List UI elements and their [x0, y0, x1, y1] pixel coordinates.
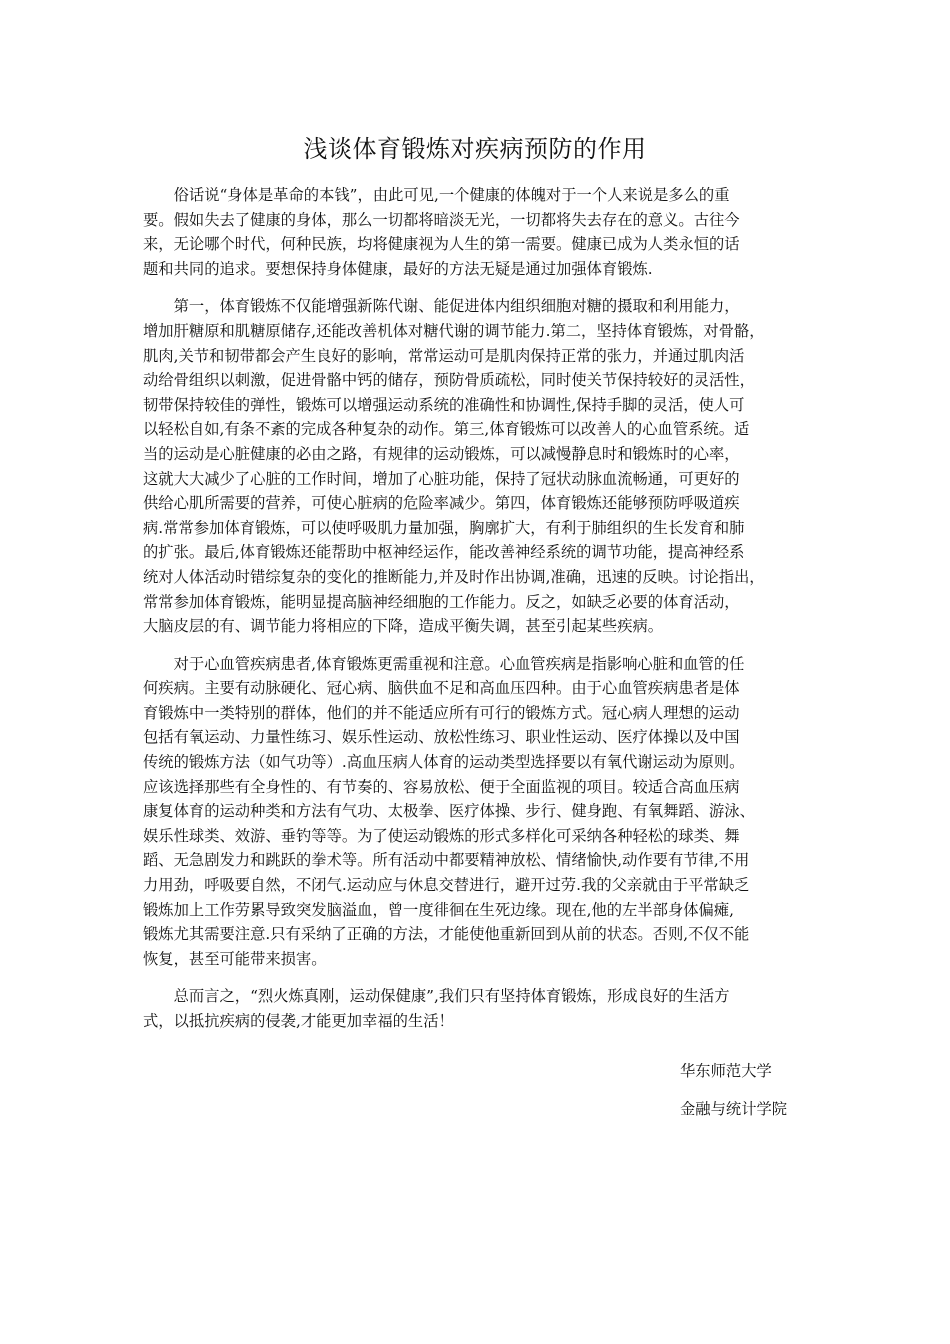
paragraph-line: 动给骨组织以刺激，促进骨骼中钙的储存，预防骨质疏松，同时使关节保持较好的灵活性， — [143, 371, 755, 390]
paragraph-line: 力用劲，呼吸要自然，不闭气.运动应与休息交替进行，避开过劳.我的父亲就由于平常缺乏 — [143, 876, 750, 895]
paragraph-line: 供给心肌所需要的营养，可使心脏病的危险率减少。第四，体育锻炼还能够预防呼吸道疾 — [143, 494, 740, 513]
paragraph-line: 应该选择那些有全身性的、有节奏的、容易放松、便于全面监视的项目。较适合高血压病 — [143, 777, 740, 796]
paragraph-line: 娱乐性球类、效游、垂钓等等。为了使运动锻炼的形式多样化可采纳各种轻松的球类、舞 — [143, 826, 740, 845]
paragraph-line: 恢复，甚至可能带来损害。 — [143, 949, 327, 968]
paragraph-line: 大脑皮层的有、调节能力将相应的下降，造成平衡失调，甚至引起某些疾病。 — [143, 617, 664, 636]
paragraph-line: 韧带保持较佳的弹性，锻炼可以增强运动系统的准确性和协调性,保持手脚的灵活，使人可 — [143, 395, 745, 414]
paragraph-line: 蹈、无急剧发力和跳跃的拳术等。所有活动中都要精神放松、情绪愉快,动作要有节律,不用 — [143, 851, 750, 870]
paragraph-line: 育锻炼中一类特别的群体，他们的并不能适应所有可行的锻炼方式。冠心病人理想的运动 — [143, 703, 740, 722]
paragraph-line: 要。假如失去了健康的身体，那么一切都将暗淡无光，一切都将失去存在的意义。古往今 — [143, 210, 740, 229]
paragraph-line: 式，以抵抗疾病的侵袭,才能更加幸福的生活！ — [143, 1012, 454, 1030]
signature-university: 华东师范大学 — [680, 1062, 772, 1080]
paragraph-line: 康复体育的运动种类和方法有气功、太极拳、医疗体操、步行、健身跑、有氧舞蹈、游泳、 — [143, 802, 755, 821]
paragraph-line: 统对人体活动时错综复杂的变化的推断能力,并及时作出协调,准确，迅速的反映。讨论指出， — [143, 567, 765, 586]
paragraph-line: 增加肝糖原和肌糖原储存,还能改善机体对糖代谢的调节能力.第二，坚持体育锻炼，对骨骼， — [143, 321, 765, 340]
paragraph-line: 总而言之，“烈火炼真刚，运动保健康”,我们只有坚持体育锻炼，形成良好的生活方 — [143, 987, 730, 1006]
paragraph — [143, 294, 809, 638]
signature-college: 金融与统计学院 — [680, 1100, 788, 1118]
paragraph — [143, 652, 809, 972]
paragraph-line: 包括有氧运动、力量性练习、娱乐性运动、放松性练习、职业性运动、医疗体操以及中国 — [143, 728, 740, 747]
paragraph-line: 传统的锻炼方法（如气功等）.高血压病人体育的运动类型选择要以有氧代谢运动为原则。 — [143, 753, 745, 772]
paragraph — [143, 183, 809, 281]
paragraph-line: 这就大大减少了心脏的工作时间，增加了心脏功能，保持了冠状动脉血流畅通，可更好的 — [143, 469, 740, 488]
paragraph-line: 何疾病。主要有动脉硬化、冠心病、脑供血不足和高血压四种。由于心血管疾病患者是体 — [143, 679, 740, 698]
paragraph-line: 第一，体育锻炼不仅能增强新陈代谢、能促进体内组织细胞对糖的摄取和利用能力， — [143, 297, 740, 316]
paragraph-line: 锻炼尤其需要注意.只有采纳了正确的方法，才能使他重新回到从前的状态。否则,不仅不能 — [143, 925, 750, 944]
paragraph-line: 对于心血管疾病患者,体育锻炼更需重视和注意。心血管疾病是指影响心脏和血管的任 — [143, 654, 745, 673]
paragraph-line: 来，无论哪个时代，何种民族，均将健康视为人生的第一需要。健康已成为人类永恒的话 — [143, 235, 740, 254]
paragraph-line: 病.常常参加体育锻炼，可以使呼吸肌力量加强，胸廓扩大，有利于肺组织的生长发育和肺 — [143, 518, 745, 537]
document-body — [143, 183, 809, 1047]
paragraph-line: 肌肉,关节和韧带都会产生良好的影响，常常运动可是肌肉保持正常的张力，并通过肌肉活 — [143, 346, 745, 365]
paragraph-line: 当的运动是心脏健康的必由之路，有规律的运动锻炼，可以减慢静息时和锻炼时的心率， — [143, 444, 740, 463]
paragraph-line: 锻炼加上工作劳累导致突发脑溢血，曾一度徘徊在生死边缘。现在,他的左半部身体偏瘫, — [143, 900, 735, 919]
paragraph-line: 俗话说“身体是革命的本钱”，由此可见,一个健康的体魄对于一个人来说是多么的重 — [143, 186, 730, 204]
paragraph-line: 以轻松自如,有条不紊的完成各种复杂的动作。第三,体育锻炼可以改善人的心血管系统。适 — [143, 420, 750, 439]
document-title: 浅谈体育锻炼对疾病预防的作用 — [303, 135, 647, 163]
paragraph-line: 的扩张。最后,体育锻炼还能帮助中枢神经运作，能改善神经系统的调节功能，提高神经系 — [143, 543, 745, 562]
paragraph-line: 题和共同的追求。要想保持身体健康，最好的方法无疑是通过加强体育锻炼. — [143, 259, 653, 278]
paragraph-line: 常常参加体育锻炼，能明显提高脑神经细胞的工作能力。反之，如缺乏必要的体育活动， — [143, 592, 740, 611]
paragraph — [143, 984, 809, 1033]
